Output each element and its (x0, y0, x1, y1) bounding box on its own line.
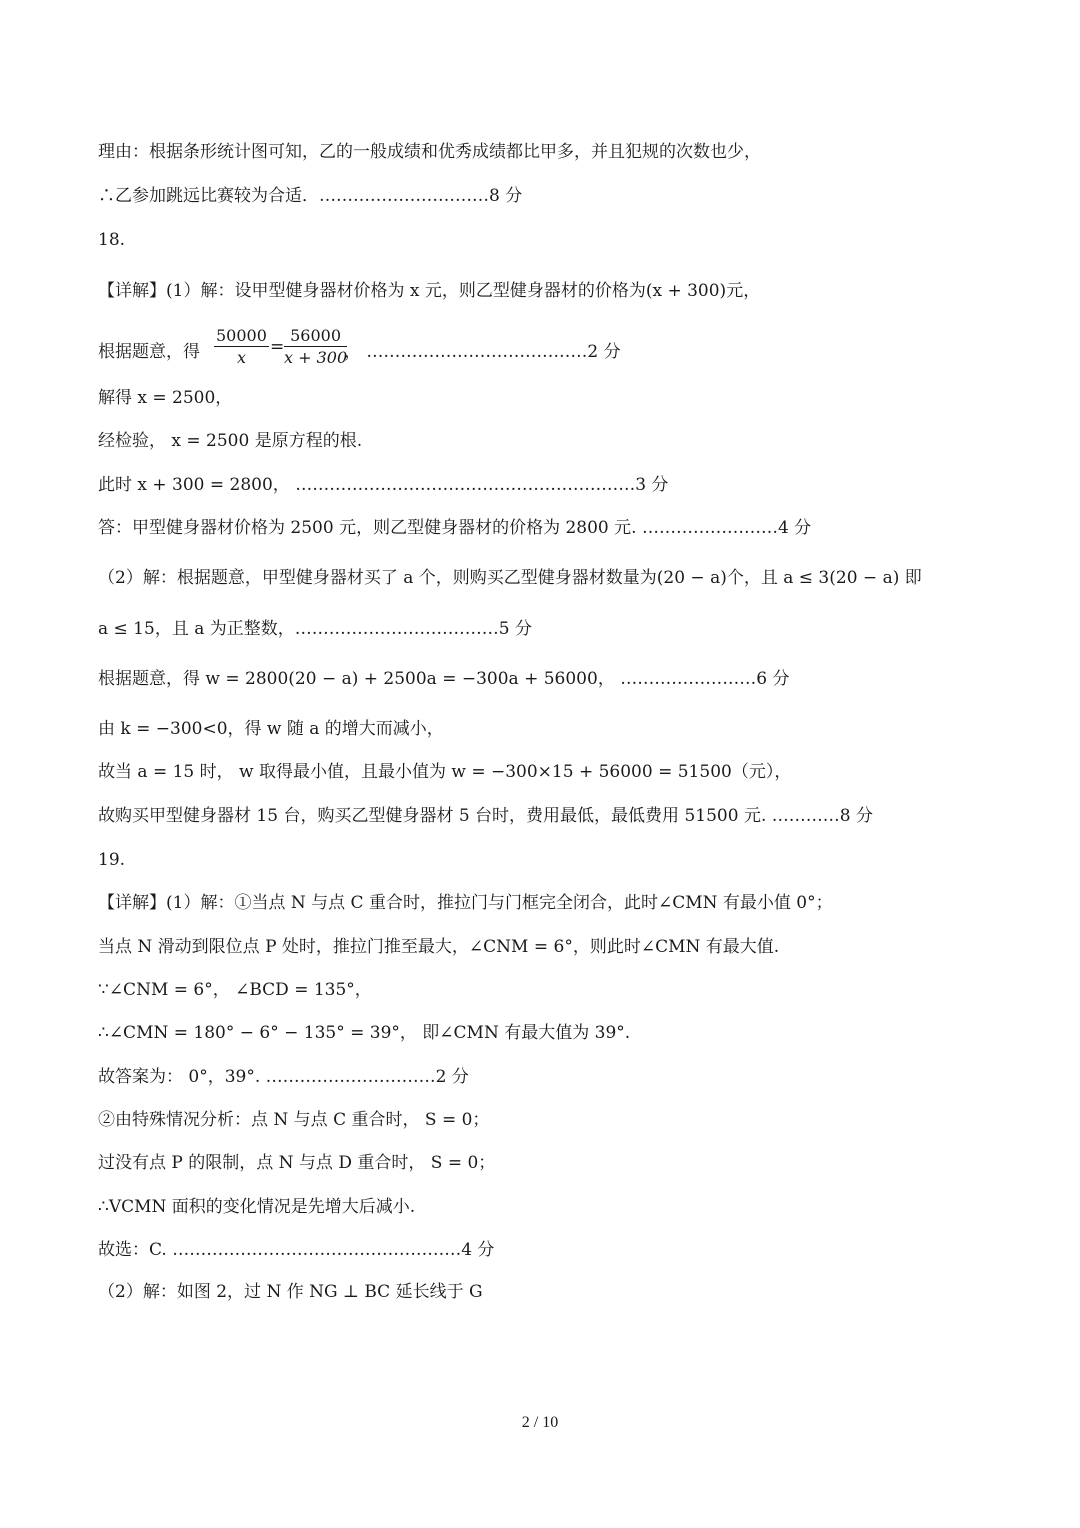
fraction-right (284, 326, 347, 369)
text-line-function: 根据题意，得 w = 2800(20 − a) + 2500a = −300a + 56000， ……………………6 分 (98, 669, 790, 689)
text-line-special-case: ②由特殊情况分析：点 N 与点 C 重合时， S = 0； (98, 1110, 490, 1130)
question-number-18: 18. (98, 230, 126, 250)
text-line-area-change: ∴VCMN 面积的变化情况是先增大后减小. (98, 1197, 416, 1217)
page-number: 2 / 10 (521, 1414, 559, 1431)
text-line-reason: 理由：根据条形统计图可知，乙的一般成绩和优秀成绩都比甲多，并且犯规的次数也少， (98, 142, 761, 162)
text-line-conclusion: ∴乙参加跳远比赛较为合适．…………………………8 分 (98, 186, 523, 206)
fraction-left-denominator: x (236, 348, 246, 367)
text-line-minimum: 故当 a = 15 时， w 取得最小值，且最小值为 w = −300×15 + 56000 = 51500（元）， (98, 762, 792, 782)
equation-equals: = (270, 337, 285, 357)
text-line-answer: 答：甲型健身器材价格为 2500 元，则乙型健身器材的价格为 2800 元. ……………………4 分 (98, 518, 812, 538)
text-line-decrease: 由 k = −300<0，得 w 随 a 的增大而减小， (98, 719, 444, 739)
text-line-solve: 解得 x = 2500， (98, 388, 233, 408)
text-line-check: 经检验， x = 2500 是原方程的根. (98, 431, 363, 451)
text-line-part2-19: （2）解：如图 2，过 N 作 NG ⊥ BC 延长线于 G (98, 1282, 483, 1302)
text-line-because: ∵∠CNM = 6°， ∠BCD = 135°， (98, 980, 372, 1000)
fraction-right-numerator: 56000 (284, 326, 347, 347)
text-line-max-point: 当点 N 滑动到限位点 P 处时，推拉门推至最大，∠CNM = 6°，则此时∠CMN 有最大值. (98, 937, 780, 957)
text-line-then: 此时 x + 300 = 2800， ……………………………………………………3 分 (98, 475, 669, 495)
fraction-left-numerator: 50000 (216, 326, 267, 345)
fraction-right-denominator: x + 300 (284, 348, 348, 367)
text-line-choice: 故选：C. ……………………………………………4 分 (98, 1240, 495, 1260)
text-line-detail-19: 【详解】(1）解：①当点 N 与点 C 重合时，推拉门与门框完全闭合，此时∠CMN 有最小值 0°； (98, 893, 833, 913)
text-line-part2: （2）解：根据题意，甲型健身器材买了 a 个，则购买乙型健身器材数量为(20 − a)个，且 a ≤ 3(20 − a) 即 (98, 568, 922, 588)
text-line-therefore: ∴∠CMN = 180° − 6° − 135° = 39°， 即∠CMN 有最大值为 39°. (98, 1023, 631, 1043)
equation-tail: ， …………………………………2 分 (344, 342, 621, 362)
question-number-19: 19. (98, 850, 126, 870)
text-line-answer-19: 故答案为： 0°，39°. …………………………2 分 (98, 1067, 469, 1087)
text-line-range: a ≤ 15，且 a 为正整数，………………………………5 分 (98, 619, 532, 639)
text-line-detail-18: 【详解】(1）解：设甲型健身器材价格为 x 元，则乙型健身器材的价格为(x + 300)元， (98, 281, 761, 301)
text-line-cost: 故购买甲型健身器材 15 台，购买乙型健身器材 5 台时，费用最低，最低费用 51500 元. …………8 分 (98, 806, 873, 826)
equation-lead: 根据题意，得 (98, 342, 200, 362)
fraction-left (214, 326, 269, 369)
text-line-no-limit: 过没有点 P 的限制，点 N 与点 D 重合时， S = 0； (98, 1153, 496, 1173)
